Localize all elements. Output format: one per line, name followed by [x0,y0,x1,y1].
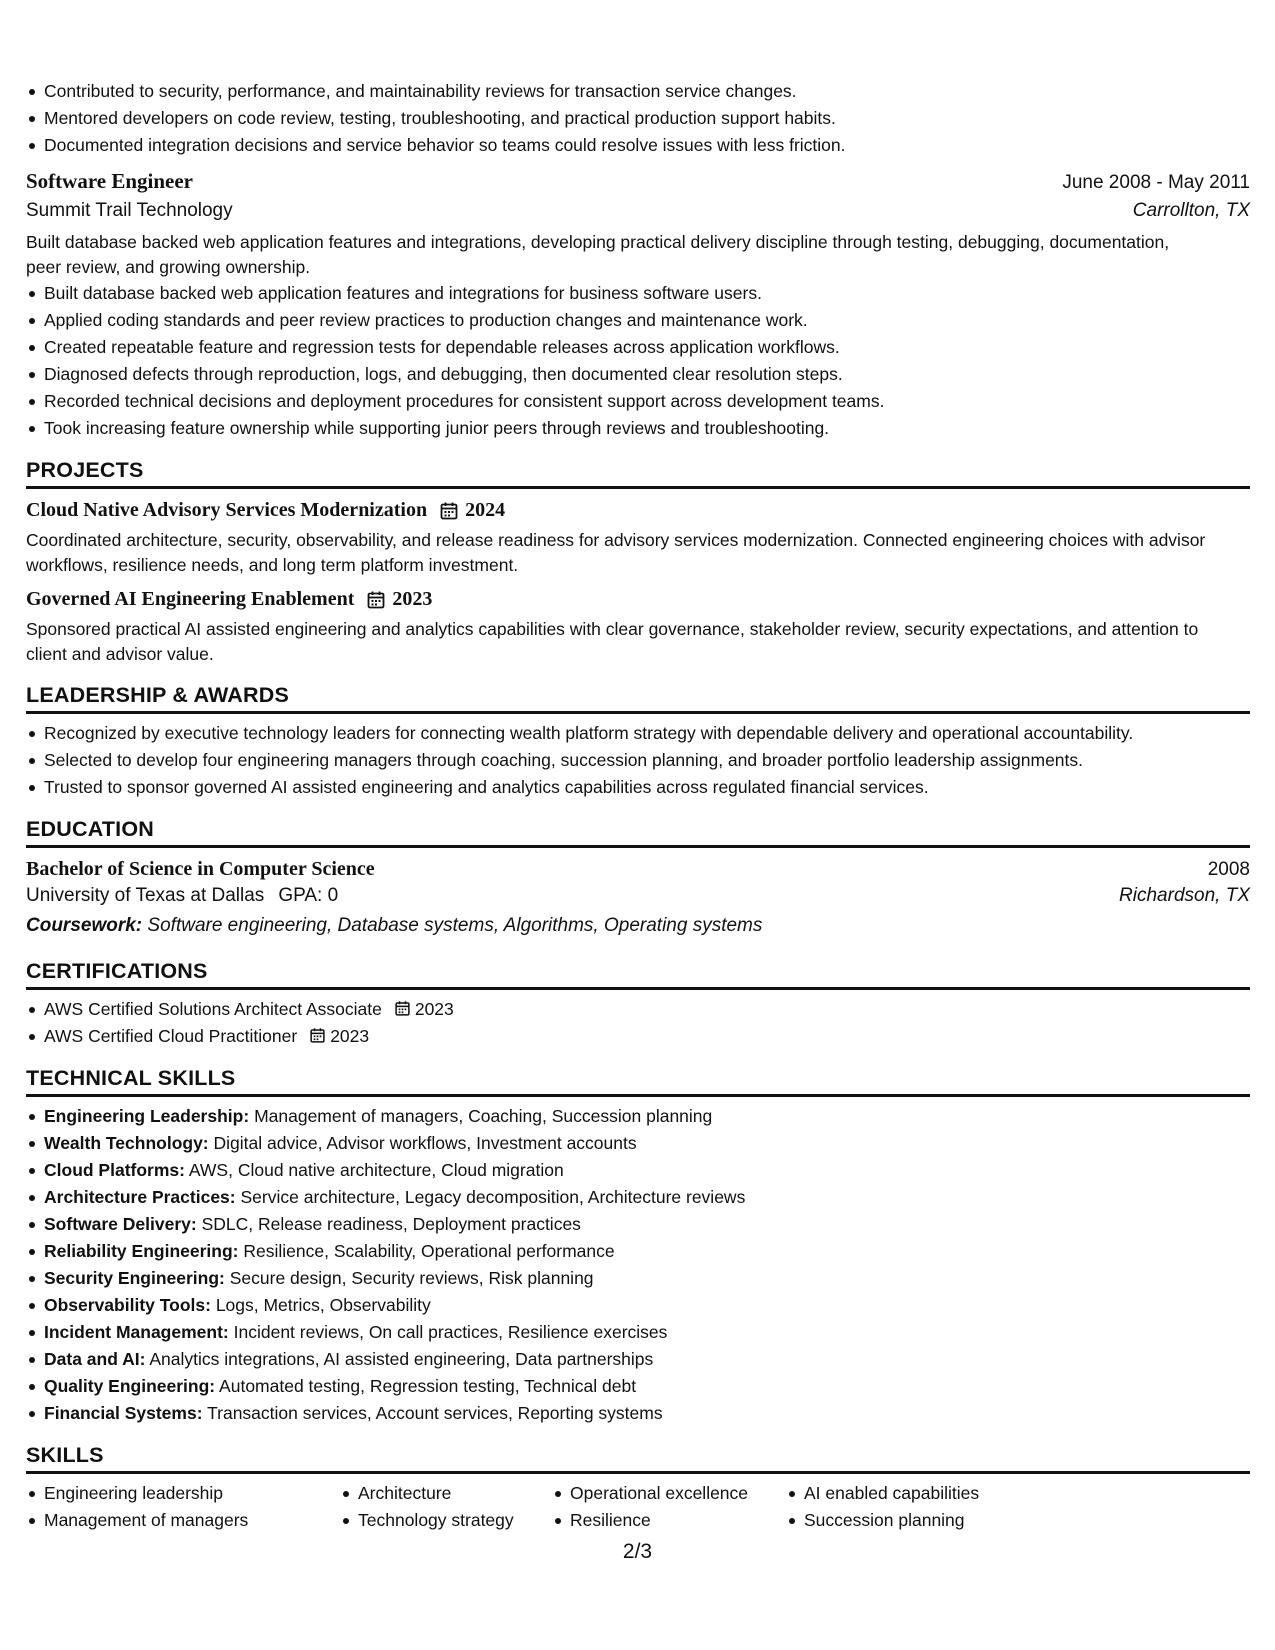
technical-skills-list [26,1103,1250,1427]
list-item: Succession planning [786,1507,1026,1534]
skill-values: AWS, Cloud native architecture, Cloud migration [188,1160,564,1180]
skills-header: SKILLS [26,1443,1250,1474]
skill-category: Incident Management: [44,1322,229,1342]
list-item: Engineering leadership [26,1480,340,1507]
skill-values: Transaction services, Account services, Reporting systems [207,1403,663,1423]
list-item: Mentored developers on code review, testing, troubleshooting, and practical production support habits. [26,105,1250,132]
list-item: Recognized by executive technology leaders for connecting wealth platform strategy with dependable delivery and operational accountability. [26,720,1250,747]
list-item [26,1211,1250,1238]
list-item: Management of managers [26,1507,340,1534]
project-title: Governed AI Engineering Enablement [26,588,355,610]
job-title: Software Engineer [26,169,194,193]
job-location: Carrollton, TX [1132,200,1250,221]
certification-name: AWS Certified Cloud Practitioner [44,1026,298,1046]
skill-category: Reliability Engineering: [44,1241,239,1261]
certification-year: 2023 [414,999,454,1019]
list-item: Built database backed web application features and integrations for business software users. [26,280,1250,307]
education-gpa: GPA: 0 [278,885,339,906]
list-item [26,1238,1250,1265]
skill-values: Resilience, Scalability, Operational performance [243,1241,615,1261]
projects-header: PROJECTS [26,458,1250,489]
job-subheader [26,200,1250,222]
education-school-row [26,885,1250,907]
list-item: Resilience [552,1507,786,1534]
list-item: Technology strategy [340,1507,552,1534]
education-header: EDUCATION [26,817,1250,848]
skill-category: Security Engineering: [44,1268,225,1288]
list-item [26,1265,1250,1292]
skill-category: Engineering Leadership: [44,1106,250,1126]
calendar-icon [394,1000,411,1017]
list-item [26,1023,1250,1050]
resume-page [26,78,1250,1534]
list-item: AI enabled capabilities [786,1480,1026,1507]
skill-values: Logs, Metrics, Observability [215,1295,431,1315]
education-year: 2008 [1207,859,1250,880]
calendar-icon [366,590,386,610]
project-description: Sponsored practical AI assisted engineering and analytics capabilities with clear governance, stakeholder review, security expectations, and attention to client and advisor value. [26,619,1199,664]
job-header [26,169,1250,194]
certifications-header: CERTIFICATIONS [26,959,1250,990]
certification-name: AWS Certified Solutions Architect Associate [44,999,382,1019]
job-dates: June 2008 - May 2011 [1062,172,1250,193]
list-item: Operational excellence [552,1480,786,1507]
list-item [26,1157,1250,1184]
leadership-bullets [26,720,1250,801]
project-description: Coordinated architecture, security, observability, and release readiness for advisory services modernization. Connected engineering choices with advisor workflows, resilience needs, and long term platform investment. [26,530,1206,575]
skill-values: Automated testing, Regression testing, Technical debt [219,1376,637,1396]
skill-values: Secure design, Security reviews, Risk planning [229,1268,594,1288]
job-summary: Built database backed web application features and integrations, developing practical delivery discipline through testing, debugging, documentation, peer review, and growing ownership. [26,232,1170,277]
skill-category: Financial Systems: [44,1403,203,1423]
list-item [26,1184,1250,1211]
job-company: Summit Trail Technology [26,200,233,221]
list-item [26,996,1250,1023]
skill-values: Incident reviews, On call practices, Resilience exercises [233,1322,668,1342]
list-item: Documented integration decisions and service behavior so teams could resolve issues with less friction. [26,132,1250,159]
list-item: Architecture [340,1480,552,1507]
list-item: Contributed to security, performance, and maintainability reviews for transaction service changes. [26,78,1250,105]
project-title-row [26,588,1250,611]
project-title: Cloud Native Advisory Services Modernization [26,499,428,521]
skill-category: Cloud Platforms: [44,1160,185,1180]
calendar-icon [309,1027,326,1044]
education-coursework [26,915,1250,937]
list-item: Trusted to sponsor governed AI assisted engineering and analytics capabilities across regulated financial services. [26,774,1250,801]
technical-skills-header: TECHNICAL SKILLS [26,1066,1250,1097]
page-number: 2/3 [622,1540,653,1563]
skill-category: Software Delivery: [44,1214,197,1234]
certification-year: 2023 [330,1026,370,1046]
skill-category: Quality Engineering: [44,1376,216,1396]
coursework-label: Coursework: [26,915,143,936]
skills-column [786,1480,1026,1534]
skill-values: Analytics integrations, AI assisted engineering, Data partnerships [149,1349,654,1369]
certifications-list [26,996,1250,1050]
job-bullets [26,280,1250,442]
skills-column [26,1480,340,1534]
skill-values: Service architecture, Legacy decomposition, Architecture reviews [240,1187,746,1207]
list-item [26,1130,1250,1157]
list-item [26,1319,1250,1346]
skill-category: Observability Tools: [44,1295,211,1315]
list-item: Selected to develop four engineering managers through coaching, succession planning, and broader portfolio leadership assignments. [26,747,1250,774]
list-item: Applied coding standards and peer review practices to production changes and maintenance work. [26,307,1250,334]
skills-column [340,1480,552,1534]
skills-column [552,1480,786,1534]
list-item: Took increasing feature ownership while supporting junior peers through reviews and troubleshooting. [26,415,1250,442]
list-item [26,1373,1250,1400]
skills-columns [26,1480,1250,1534]
skill-values: Digital advice, Advisor workflows, Investment accounts [213,1133,637,1153]
coursework-list: Software engineering, Database systems, Algorithms, Operating systems [147,915,763,936]
project-title-row [26,499,1250,522]
list-item [26,1103,1250,1130]
project-year: 2023 [392,588,433,610]
previous-job-bullets [26,78,1250,159]
calendar-icon [439,501,459,521]
education-degree-row [26,858,1250,881]
list-item: Created repeatable feature and regression tests for dependable releases across application workflows. [26,334,1250,361]
skill-values: SDLC, Release readiness, Deployment practices [201,1214,581,1234]
skill-values: Management of managers, Coaching, Succession planning [254,1106,713,1126]
list-item: Recorded technical decisions and deployment procedures for consistent support across development teams. [26,388,1250,415]
leadership-header: LEADERSHIP & AWARDS [26,683,1250,714]
list-item: Diagnosed defects through reproduction, logs, and debugging, then documented clear resolution steps. [26,361,1250,388]
skill-category: Wealth Technology: [44,1133,209,1153]
project-year: 2024 [465,499,506,521]
education-school: University of Texas at Dallas [26,885,265,906]
education-degree: Bachelor of Science in Computer Science [26,858,375,880]
list-item [26,1346,1250,1373]
education-location: Richardson, TX [1119,885,1250,906]
list-item [26,1400,1250,1427]
skill-category: Data and AI: [44,1349,146,1369]
skill-category: Architecture Practices: [44,1187,236,1207]
list-item [26,1292,1250,1319]
